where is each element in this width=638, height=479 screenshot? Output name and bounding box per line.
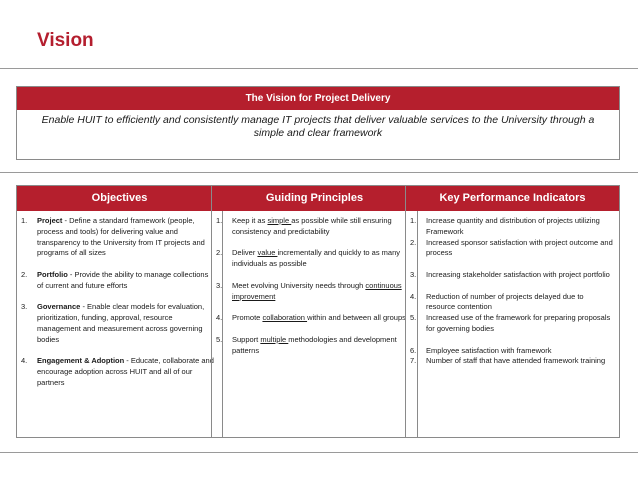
list-item <box>21 356 216 388</box>
list-item <box>410 313 613 335</box>
item-number: 4. <box>216 313 223 323</box>
item-text: Increase quantity and distribution of projects utilizing Framework <box>426 216 600 236</box>
item-text: Reduction of number of projects delayed due to resource contention <box>426 291 584 312</box>
list-item <box>216 248 411 270</box>
item-emphasis: multiple <box>260 334 289 344</box>
list-item <box>21 216 216 259</box>
principles-list <box>212 211 417 356</box>
item-text: Promote <box>232 313 263 323</box>
list-item <box>216 216 411 238</box>
item-text: Number of staff that have attended framework training <box>426 356 606 366</box>
list-item <box>410 270 613 281</box>
list-item <box>21 302 216 345</box>
objectives-list <box>17 211 222 389</box>
list-item <box>21 270 216 292</box>
item-text: methodologies and development patterns <box>232 334 397 355</box>
principles-panel <box>211 185 418 438</box>
item-number: 3. <box>21 302 28 312</box>
item-number: 5. <box>410 313 417 323</box>
vision-statement: Enable HUIT to efficiently and consistently manage IT projects that deliver valuable services to the University through a simple and clear framework <box>41 114 595 139</box>
vision-panel <box>16 86 620 160</box>
list-item <box>410 356 613 367</box>
item-text: Increased sponsor satisfaction with project outcome and process <box>426 237 613 258</box>
list-item <box>216 313 411 324</box>
item-number: 7. <box>410 356 417 366</box>
item-text: Support <box>232 334 261 344</box>
title-divider <box>0 68 638 69</box>
item-text: - Enable clear models for evaluation, prioritization, funding, approval, resource management and measurement across governing bodies <box>37 302 205 344</box>
item-emphasis: continuous improvement <box>232 280 402 301</box>
item-title: Project <box>37 216 63 225</box>
item-title: Engagement & Adoption <box>37 356 125 366</box>
item-text: incrementally and quickly to as many individuals as possible <box>232 248 401 269</box>
item-text: within and between all groups <box>307 313 406 323</box>
list-item <box>410 216 613 238</box>
section-divider <box>0 172 638 173</box>
item-number: 3. <box>410 269 417 279</box>
list-item <box>410 346 613 357</box>
bottom-divider <box>0 452 638 453</box>
item-number: 2. <box>21 269 28 279</box>
item-number: 1. <box>216 216 223 225</box>
list-item <box>410 238 613 260</box>
item-text: as possible while still ensuring consistency and predictability <box>232 216 392 236</box>
item-text: - Educate, collaborate and encourage adoption across HUIT and all of our partners <box>37 356 214 387</box>
item-text: Increased use of the framework for preparing proposals for governing bodies <box>426 313 611 333</box>
principles-header: Guiding Principles <box>212 186 417 211</box>
item-number: 6. <box>410 345 417 355</box>
item-emphasis: value <box>257 248 278 258</box>
item-number: 2. <box>410 237 417 247</box>
item-text: Keep it as <box>232 216 268 225</box>
list-item <box>216 335 411 357</box>
page-title: Vision <box>37 30 94 51</box>
vision-header: The Vision for Project Delivery <box>17 87 619 110</box>
item-emphasis: collaboration <box>262 313 308 323</box>
kpi-list <box>406 211 619 367</box>
kpi-panel <box>405 185 620 438</box>
objectives-panel <box>16 185 223 438</box>
item-text: Increasing stakeholder satisfaction with project portfolio <box>426 269 610 279</box>
item-text: Employee satisfaction with framework <box>426 345 552 355</box>
item-text: Deliver <box>232 248 258 258</box>
list-item <box>216 281 411 303</box>
list-item <box>410 292 613 314</box>
item-number: 1. <box>21 216 28 225</box>
item-number: 4. <box>21 356 28 366</box>
item-title: Governance <box>37 302 81 312</box>
item-text: - Provide the ability to manage collections of current and future efforts <box>37 269 209 290</box>
kpi-header: Key Performance Indicators <box>406 186 619 211</box>
item-number: 3. <box>216 280 223 290</box>
item-number: 5. <box>216 334 223 344</box>
item-text: - Define a standard framework (people, process and tools) for delivering value and transparency to the University from IT projects and programs of all sizes <box>37 216 205 258</box>
item-text: Meet evolving University needs through <box>232 280 366 290</box>
item-number: 2. <box>216 248 223 258</box>
objectives-header: Objectives <box>17 186 222 211</box>
item-number: 4. <box>410 291 417 301</box>
item-title: Portfolio <box>37 269 68 279</box>
item-emphasis: simple <box>267 216 292 225</box>
item-number: 1. <box>410 216 417 225</box>
